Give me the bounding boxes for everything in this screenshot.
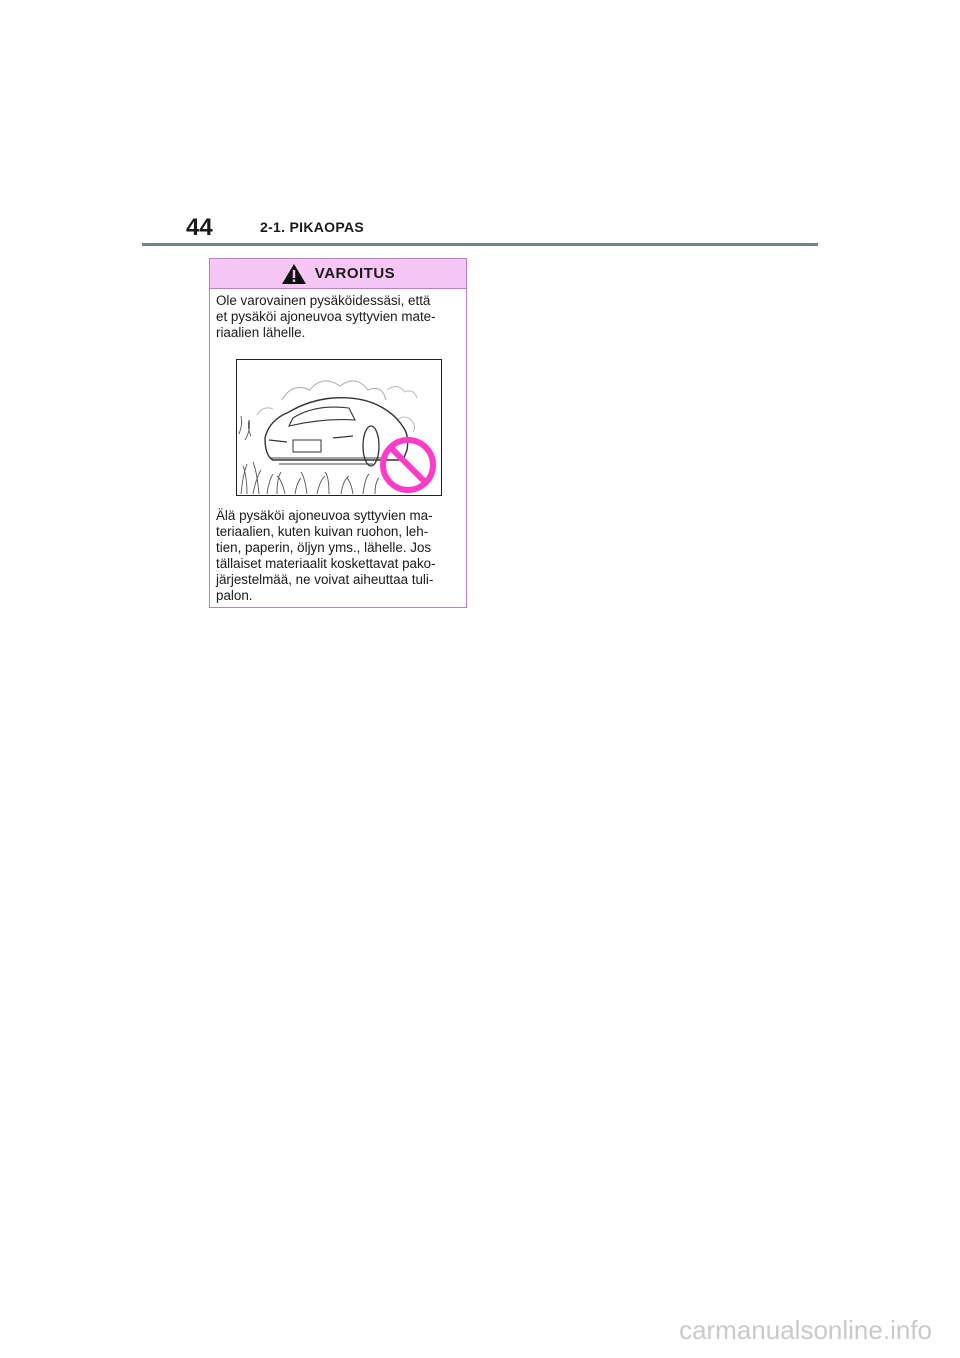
text-line: Älä pysäköi ajoneuvoa syttyvien ma- (216, 508, 433, 523)
car-illustration (236, 359, 442, 496)
car-in-grass-image (237, 360, 441, 495)
warning-paragraph-1 (216, 293, 456, 341)
text-line: tien, paperin, öljyn yms., lähelle. Jos (216, 540, 432, 555)
warning-title: VAROITUS (314, 265, 396, 282)
header-rule (142, 243, 818, 246)
text-line: tällaiset materiaalit koskettavat pako- (216, 556, 436, 571)
warning-header (210, 259, 466, 289)
text-line: et pysäköi ajoneuvoa syttyvien mate- (216, 309, 436, 324)
warning-box (209, 258, 467, 608)
warning-paragraph-2 (216, 508, 456, 604)
watermark: carmanualsonline.info (679, 1315, 932, 1345)
text-line: järjestelmää, ne voivat aiheuttaa tuli- (216, 572, 434, 587)
text-line: teriaalien, kuten kuivan ruohon, leh- (216, 524, 429, 539)
section-title: 2-1. PIKAOPAS (260, 219, 364, 235)
text-line: palon. (216, 588, 253, 603)
text-line: Ole varovainen pysäköidessäsi, että (216, 293, 431, 308)
text-line: riaalien lähelle. (216, 325, 306, 340)
warning-triangle-icon (281, 263, 307, 285)
page-number: 44 (186, 214, 213, 241)
